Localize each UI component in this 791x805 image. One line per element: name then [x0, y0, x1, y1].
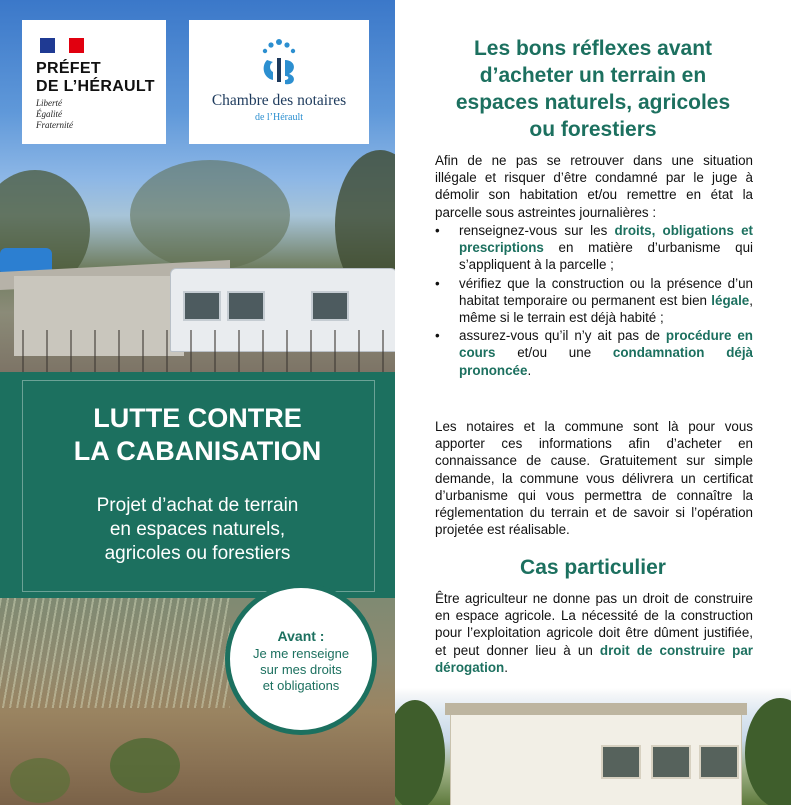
avant-badge	[225, 583, 377, 735]
section-title: Les bons réflexes avant d’acheter un terrain en espaces naturels, agricoles ou forestiers	[455, 37, 731, 141]
grass-texture	[0, 598, 230, 708]
mobile-home	[450, 712, 742, 805]
badge-text: Je me renseigne sur mes droits et obligations	[252, 646, 350, 693]
banner-title: LUTTE CONTRE LA CABANISATION	[73, 403, 322, 466]
prefet-title: PRÉFET DE L’HÉRAULT	[36, 60, 155, 95]
cover-panel	[0, 0, 395, 805]
intro-paragraph: Afin de ne pas se retrouver dans une situation illégale et risquer d’être condamné par le juge à démolir son habitation et/ou remettre en état la parcelle sous astreintes journalières :	[435, 153, 753, 220]
content-panel	[395, 0, 791, 805]
notaires-emblem-icon	[249, 36, 309, 94]
info-paragraph: Les notaires et la commune sont là pour vous apporter ces informations afin d’acheter en connaissance de cause. Gratuitement sur simple demande, la commune vous délivrera un certificat d’urbanisme qui vous permettra de connaître la réglementation du terrain et de savoir si l’opération projetée est réalisable.	[435, 419, 753, 538]
title-banner	[0, 372, 395, 598]
notaires-name: Chambre des notaires	[211, 92, 347, 109]
banner-subtitle: Projet d’achat de terrain en espaces naturels, agricoles ou forestiers	[96, 495, 299, 564]
list-item: • renseignez-vous sur les droits, obligations et prescriptions en matière d’urbanisme qui s’appliquent à la parcelle ;	[435, 222, 753, 274]
list-item: • vérifiez que la construction ou la présence d’un habitat temporaire ou permanent est bien légale, même si le terrain est déjà habité ;	[435, 275, 753, 327]
prefet-logo	[22, 20, 166, 144]
badge-label: Avant :	[277, 628, 325, 644]
republic-motto: Liberté Égalité Fraternité	[36, 98, 73, 130]
notaires-subtitle: de l’Hérault	[254, 112, 304, 123]
cas-particulier-paragraph: Être agriculteur ne donne pas un droit de construire en espace agricole. La nécessité de la construction pour l’exploitation agricole doit être dûment justifiée, et peut donner lieu à un droit de construire par dérogation.	[435, 591, 753, 675]
reflexes-list	[435, 222, 753, 380]
notaires-logo	[189, 20, 369, 144]
cas-particulier-title: Cas particulier	[520, 556, 666, 579]
marianne-flag-icon	[40, 38, 84, 53]
list-item: • assurez-vous qu’il n’y ait pas de procédure en cours et/ou une condamnation déjà prononcée.	[435, 327, 753, 379]
